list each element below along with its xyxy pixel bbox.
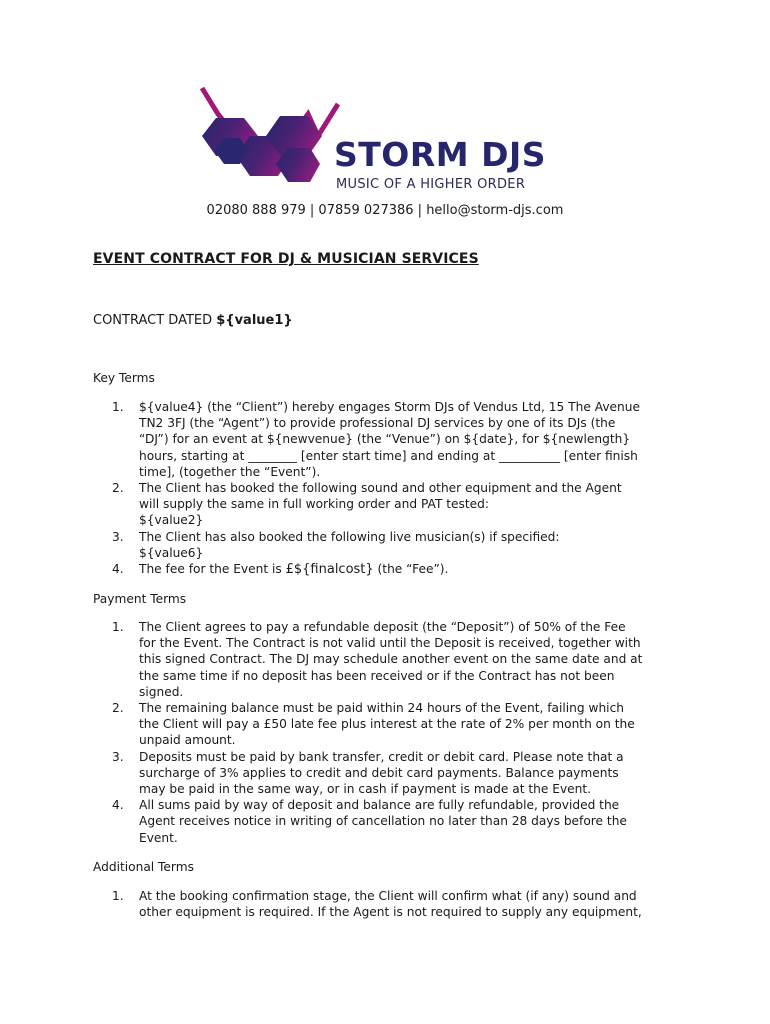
contract-dated: [93, 313, 293, 328]
list-number: 4.: [112, 562, 124, 577]
list-item: [112, 797, 687, 846]
list-item: [112, 480, 687, 529]
contact-line: 02080 888 979 | 07859 027386 | hello@storm-djs.com: [206, 203, 564, 218]
payment-terms-heading: Payment Terms: [93, 592, 187, 606]
list-item: [112, 561, 687, 578]
storm-djs-logo: [192, 84, 582, 194]
list-item: [112, 700, 687, 749]
contract-title: EVENT CONTRACT FOR DJ & MUSICIAN SERVICES: [93, 251, 479, 267]
list-number: 2.: [112, 481, 124, 496]
list-item: [112, 888, 687, 920]
list-line: for the Event. The Contract is not valid until the Deposit is received, together with: [139, 636, 641, 651]
brand-name: STORM DJS: [334, 135, 547, 174]
list-line: ${value4} (the “Client”) hereby engages Storm DJs of Vendus Ltd, 15 The Avenue: [139, 400, 640, 414]
list-line: surcharge of 3% applies to credit and debit card payments. Balance payments: [139, 765, 619, 780]
list-item: [112, 529, 687, 561]
list-line: the Client will pay a £50 late fee plus interest at the rate of 2% per month on the: [139, 717, 635, 732]
additional-terms-list: [112, 888, 687, 920]
list-line: other equipment is required. If the Agent is not required to supply any equipment,: [139, 905, 642, 920]
list-number: 1.: [112, 620, 124, 634]
fee-value: £${finalcost}: [285, 562, 374, 578]
fee-text-pre: The fee for the Event is: [139, 562, 286, 577]
list-item: [112, 619, 687, 700]
list-line: Agent receives notice in writing of cancellation no later than 28 days before the: [139, 814, 627, 829]
list-number: 2.: [112, 701, 124, 716]
list-line: signed.: [139, 684, 184, 699]
list-line: may be paid in the same way, or in cash if payment is made at the Event.: [139, 782, 592, 797]
additional-terms-heading: Additional Terms: [93, 860, 194, 874]
list-line: The Client has also booked the following live musician(s) if specified:: [139, 529, 560, 544]
list-number: 3.: [112, 749, 124, 764]
list-line: The remaining balance must be paid within 24 hours of the Event, failing which: [139, 701, 624, 716]
list-line: At the booking confirmation stage, the Client will confirm what (if any) sound and: [139, 889, 637, 903]
list-line: [139, 561, 687, 578]
list-line: The Client agrees to pay a refundable deposit (the “Deposit”) of 50% of the Fee: [139, 620, 626, 634]
list-line: TN2 3FJ (the “Agent”) to provide professional DJ services by one of its DJs (the: [139, 416, 616, 431]
list-line: the same time if no deposit has been received or if the Contract has not been: [139, 668, 615, 683]
list-number: 3.: [112, 529, 124, 544]
list-number: 1.: [112, 400, 124, 414]
contract-dated-label: CONTRACT DATED: [93, 313, 213, 328]
list-line: The Client has booked the following sound and other equipment and the Agent: [139, 481, 622, 496]
list-item: [112, 399, 687, 480]
key-terms-list: [112, 399, 687, 578]
list-line: “DJ”) for an event at ${newvenue} (the “Venue”) on ${date}, for ${newlength}: [139, 432, 631, 447]
contract-dated-value: ${value1}: [216, 313, 293, 328]
list-line: time], (together the “Event”).: [139, 464, 321, 479]
list-number: 4.: [112, 798, 124, 813]
list-line: Deposits must be paid by bank transfer, credit or debit card. Please note that a: [139, 749, 624, 764]
list-line: will supply the same in full working order and PAT tested:: [139, 497, 490, 512]
list-line: this signed Contract. The DJ may schedule another event on the same date and at: [139, 652, 643, 667]
list-item: [112, 749, 687, 798]
payment-terms-list: [112, 619, 687, 846]
list-line: hours, starting at ________ [enter start time] and ending at __________ [enter finish: [139, 448, 638, 463]
list-line: Event.: [139, 830, 178, 845]
list-number: 1.: [112, 889, 124, 903]
list-line: All sums paid by way of deposit and balance are fully refundable, provided the: [139, 798, 620, 813]
fee-text-post: (the “Fee”).: [373, 562, 449, 577]
list-line: unpaid amount.: [139, 733, 236, 748]
list-line: ${value2}: [139, 513, 204, 528]
brand-tagline: MUSIC OF A HIGHER ORDER: [336, 177, 526, 192]
list-line: ${value6}: [139, 545, 204, 560]
key-terms-heading: Key Terms: [93, 371, 155, 385]
